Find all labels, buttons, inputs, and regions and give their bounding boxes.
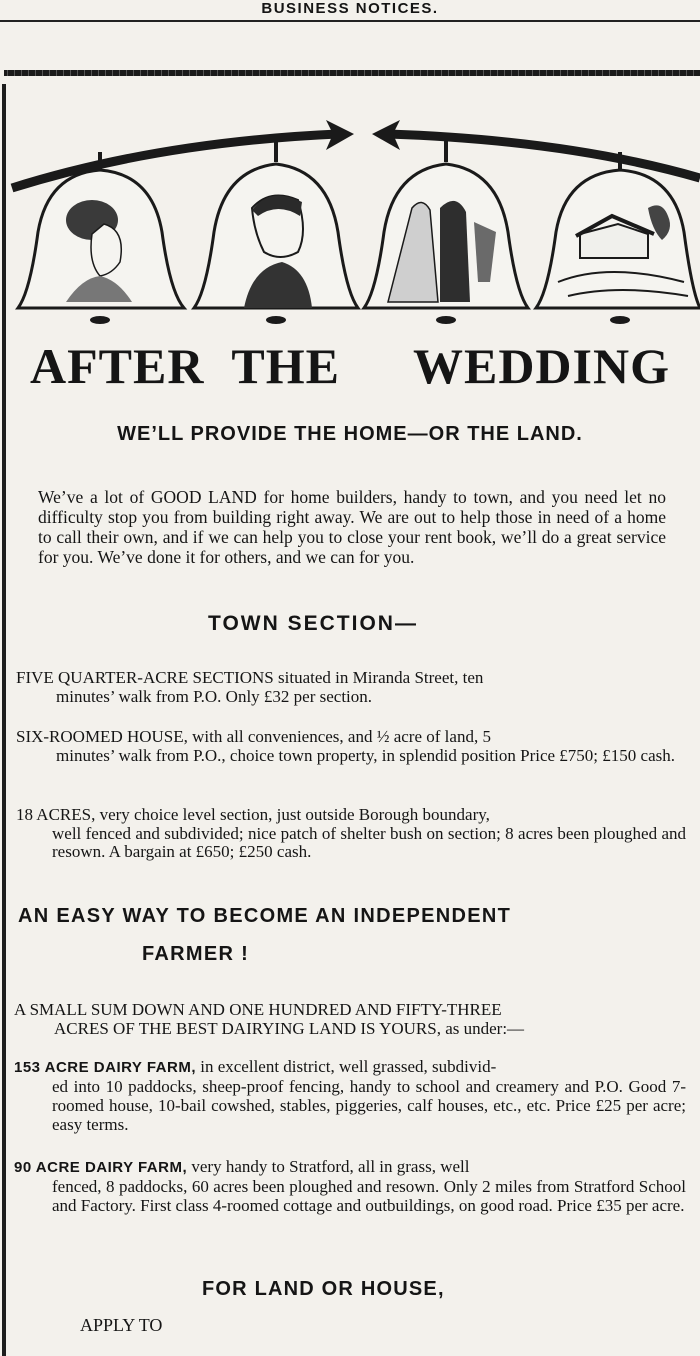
headline-word-after: AFTER [30,338,205,394]
farm-continuation: ed into 10 paddocks, sheep-proof fencing, handy to school and creamery and P.O. Good 7-roomed house, 10-bail cowshed, stables, piggeries, calf houses, etc., etc. Price £25 per acre; easy terms. [52,1077,686,1134]
border-rule [4,70,700,76]
farm-first-line: very handy to Stratford, all in grass, well [187,1157,470,1176]
listing-first-line: FIVE QUARTER-ACRE SECTIONS situated in Miranda Street, ten [16,668,484,687]
farm-continuation: fenced, 8 paddocks, 60 acres been ploughed and resown. Only 2 miles from Stratford School and Factory. First class 4-roomed cottage and outbuildings, on good road. Price £35 per acre. [52,1177,686,1215]
town-section-heading: TOWN SECTION— [208,612,418,635]
bell-wedding-icon [364,138,528,324]
small-sum-first: A SMALL SUM DOWN AND ONE HUNDRED AND FIFTY-THREE [14,1000,502,1019]
small-sum-paragraph [14,1000,686,1038]
headline-word-wedding: WEDDING [412,338,670,394]
listing-six-roomed-house [16,728,686,765]
listing-first-line: SIX-ROOMED HOUSE, with all conveniences, and ½ acre of land, 5 [16,727,491,746]
left-border [2,84,6,1356]
closing-heading: FOR LAND OR HOUSE, [202,1278,445,1300]
farmer-heading: FARMER ! [142,943,250,965]
small-sum-rest: ACRES OF THE BEST DAIRYING LAND IS YOURS, as under:— [54,1019,525,1038]
apply-to-text: APPLY TO [80,1315,163,1335]
bell-man-icon [194,140,358,324]
masthead: BUSINESS NOTICES. [261,0,439,17]
intro-paragraph: We’ve a lot of GOOD LAND for home builders, handy to town, and you need let no difficulty stop you from building right away. We are out to help those in need of a home to call their own, and if we can help you to close your rent book, we’ll do a great service for you. We’ve done it for others, and we can for you. [38,487,666,567]
easy-way-heading: AN EASY WAY TO BECOME AN INDEPENDENT [18,905,512,927]
bell-house-icon [536,152,700,324]
listing-153-acre-farm [14,1057,686,1134]
farm-lead: 153 ACRE DAIRY FARM, [14,1059,196,1076]
bells-illustration [8,112,700,328]
headline [30,336,670,396]
listing-18-acres [16,806,686,862]
farm-lead: 90 ACRE DAIRY FARM, [14,1159,188,1176]
subheading: WE’LL PROVIDE THE HOME—OR THE LAND. [117,423,583,445]
listing-90-acre-farm [14,1157,686,1215]
listing-continuation: well fenced and subdivided; nice patch of shelter bush on section; 8 acres been ploughed and resown. A bargain at £650; £250 cash. [52,823,686,861]
listing-quarter-acre [16,669,686,706]
listing-first-line: 18 ACRES, very choice level section, just outside Borough boundary, [16,805,490,824]
listing-continuation: minutes’ walk from P.O., choice town property, in splendid position Price £750; £150 cash. [56,745,675,765]
listing-continuation: minutes’ walk from P.O. Only £32 per section. [56,686,373,706]
farm-first-line: in excellent district, well grassed, subdivid- [195,1057,497,1076]
top-rule [0,20,700,22]
headline-word-the: THE [231,338,341,394]
